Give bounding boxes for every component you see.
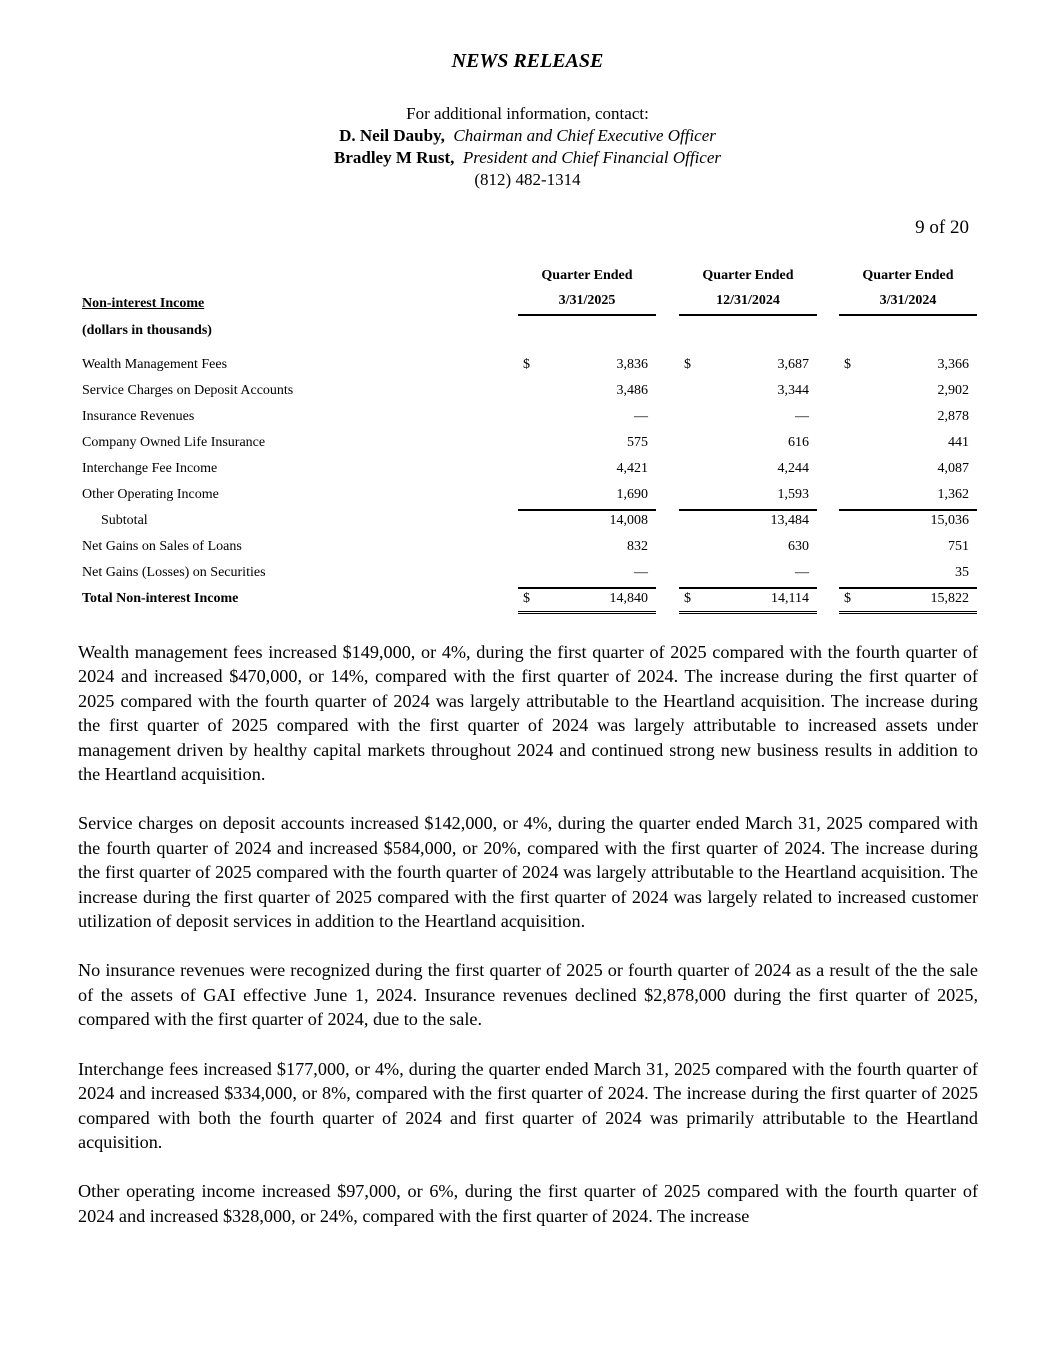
cell-value: 13,484 (770, 513, 809, 528)
cell-value: 832 (627, 539, 648, 554)
row-label: Service Charges on Deposit Accounts (82, 383, 294, 398)
currency-symbol: $ (523, 591, 530, 606)
cell-value: 441 (948, 435, 969, 450)
cell-value: 14,008 (609, 513, 648, 528)
contact-2 (0, 147, 1055, 169)
column-header-label: Quarter Ended (541, 268, 633, 283)
table-row (82, 357, 977, 383)
cell-value: 14,840 (609, 591, 648, 606)
paragraph-interchange-fees: Interchange fees increased $177,000, or 4%, during the quarter ended March 31, 2025 compared with the fourth quarter of 2024 and increased $334,000, or 8%, compared with the first quarter of 2024. The increase during the first quarter of 2025 compared with both the fourth quarter of 2024 and first quarter of 2024 was primarily attributable to the Heartland acquisition. (78, 1058, 978, 1152)
row-label: Insurance Revenues (82, 409, 195, 424)
cell-value: 2,878 (937, 409, 969, 424)
cell-value: 575 (627, 435, 648, 450)
cell-value: 1,593 (777, 487, 809, 502)
cell-value: 15,822 (930, 591, 969, 606)
row-label: Other Operating Income (82, 487, 219, 502)
column-header-date: 3/31/2025 (518, 293, 656, 316)
cell-value: 4,421 (616, 461, 648, 476)
contact-intro: For additional information, contact: (406, 104, 649, 123)
cell-value: 15,036 (930, 513, 969, 528)
column-header-label: Quarter Ended (702, 268, 794, 283)
column-header-label: Quarter Ended (862, 268, 954, 283)
row-label: Total Non-interest Income (82, 591, 239, 606)
cell-value: 4,244 (777, 461, 809, 476)
page-number: 9 of 20 (915, 217, 969, 238)
table-row (82, 487, 977, 513)
paragraph-insurance-revenues: No insurance revenues were recognized during the first quarter of 2025 or fourth quarter of 2024 as a result of the the sale of the assets of GAI effective June 1, 2024. Insurance revenues declined $2,878,000 during the first quarter of 2025, compared with the first quarter of 2024, due to the sale. (78, 960, 978, 1030)
cell-value: 3,836 (616, 357, 648, 372)
table-row (82, 383, 977, 409)
table-units: (dollars in thousands) (82, 323, 212, 338)
contact-role: Chairman and Chief Executive Officer (453, 126, 716, 145)
row-label: Net Gains (Losses) on Securities (82, 565, 266, 580)
cell-value: 2,902 (937, 383, 969, 398)
paragraph-other-operating-income: Other operating income increased $97,000, or 6%, during the first quarter of 2025 compared with the fourth quarter of 2024 and increased $328,000, or 24%, compared with the first quarter of 2024. The increase (78, 1181, 978, 1226)
table-header-row (82, 268, 977, 293)
paragraph-service-charges: Service charges on deposit accounts increased $142,000, or 4%, during the quarter ended March 31, 2025 compared with the fourth quarter of 2024 and increased $584,000, or 20%, compared with the first quarter of 2024. The increase during the first quarter of 2025 compared with the fourth quarter of 2024 was largely attributable to the Heartland acquisition. The increase during the first quarter of 2025 compared with the first quarter of 2024 was largely related to increased customer utilization of deposit services in addition to the Heartland acquisition. (78, 813, 978, 932)
currency-symbol: $ (844, 591, 851, 606)
table-header-row (82, 293, 977, 319)
cell-value: 1,690 (616, 487, 648, 502)
cell-value: 4,087 (937, 461, 969, 476)
contact-block (0, 103, 1055, 191)
currency-symbol: $ (844, 357, 851, 372)
contact-name: Bradley M Rust, (333, 148, 455, 167)
table-row (82, 565, 977, 591)
cell-value: — (795, 565, 809, 580)
row-label: Net Gains on Sales of Loans (82, 539, 242, 554)
cell-value: 630 (788, 539, 809, 554)
cell-value: 14,114 (771, 591, 809, 606)
currency-symbol: $ (684, 591, 691, 606)
table-title: Non-interest Income (82, 296, 205, 311)
contact-role: President and Chief Financial Officer (462, 148, 722, 167)
row-label: Interchange Fee Income (82, 461, 218, 476)
cell-value: — (795, 409, 809, 424)
cell-value: 35 (955, 565, 969, 580)
currency-symbol: $ (523, 357, 530, 372)
row-label: Company Owned Life Insurance (82, 435, 266, 450)
news-release-title: NEWS RELEASE (451, 50, 604, 72)
cell-value: 751 (948, 539, 969, 554)
non-interest-income-table (82, 268, 977, 617)
row-label: Subtotal (101, 513, 148, 528)
units-row (82, 319, 977, 357)
contact-phone: (812) 482-1314 (474, 170, 581, 189)
contact-1 (0, 125, 1055, 147)
contact-name: D. Neil Dauby, (339, 126, 445, 145)
subtotal-row (82, 513, 977, 539)
cell-value: 3,486 (616, 383, 648, 398)
row-label: Wealth Management Fees (82, 357, 228, 372)
cell-value: 3,344 (777, 383, 809, 398)
cell-value: — (634, 409, 648, 424)
cell-value: 616 (788, 435, 809, 450)
cell-value: 1,362 (937, 487, 969, 502)
table-row (82, 409, 977, 435)
currency-symbol: $ (684, 357, 691, 372)
cell-value: 3,687 (777, 357, 809, 372)
column-header-date: 12/31/2024 (679, 293, 817, 316)
cell-value: 3,366 (937, 357, 969, 372)
table-row (82, 539, 977, 565)
total-row (82, 591, 977, 617)
paragraph-wealth-management: Wealth management fees increased $149,000, or 4%, during the first quarter of 2025 compared with the fourth quarter of 2024 and increased $470,000, or 14%, compared with the first quarter of 2024. The increase during the first quarter of 2025 compared with the fourth quarter of 2024 was largely attributable to the Heartland acquisition. The increase during the first quarter of 2025 compared with the first quarter of 2024 was largely attributable to increased assets under management driven by healthy capital markets throughout 2024 and continued strong new business results in addition to the Heartland acquisition. (78, 642, 978, 785)
table-row (82, 461, 977, 487)
table-row (82, 435, 977, 461)
column-header-date: 3/31/2024 (839, 293, 977, 316)
body-text (78, 640, 978, 1253)
cell-value: — (634, 565, 648, 580)
